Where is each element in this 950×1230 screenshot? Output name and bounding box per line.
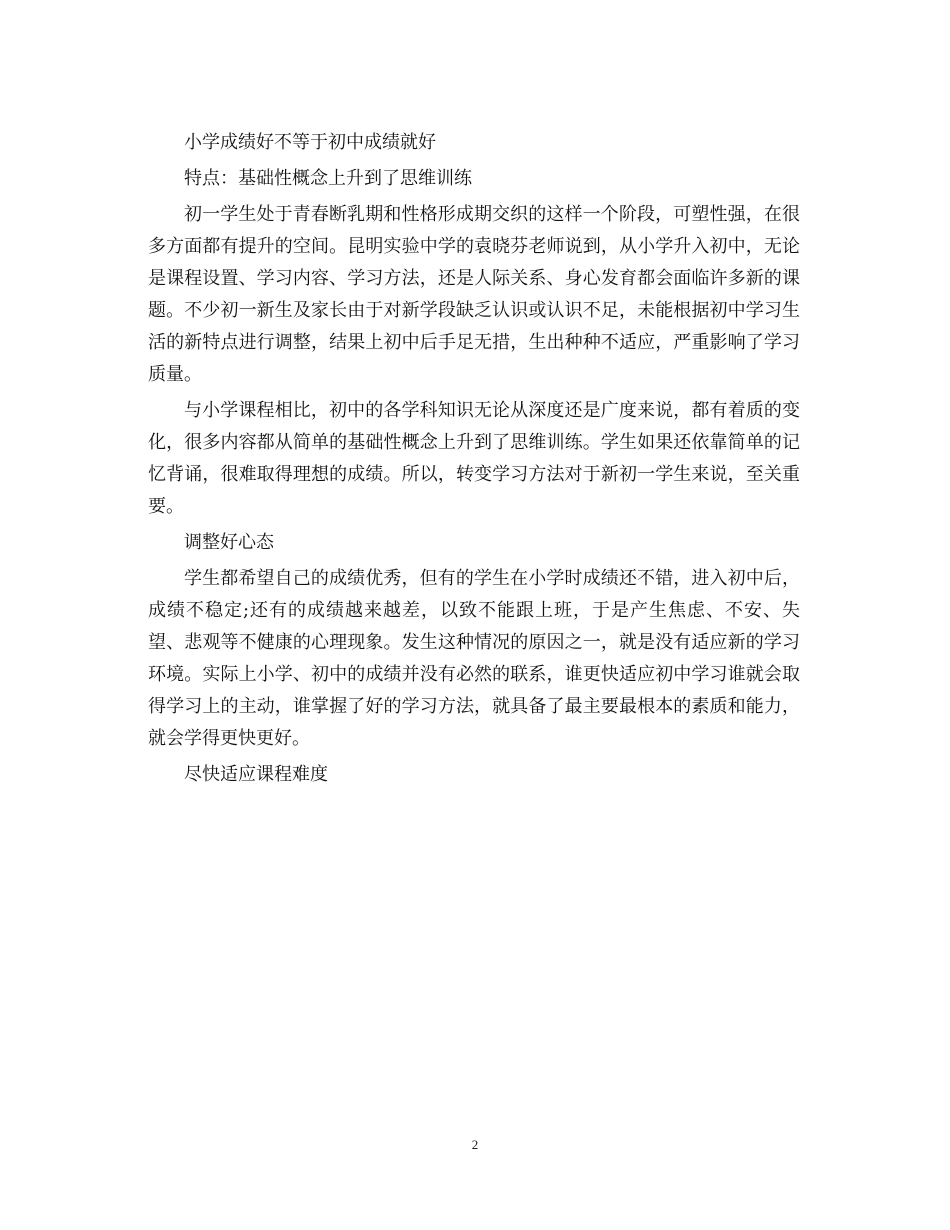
heading-primary-vs-junior: 小学成绩好不等于初中成绩就好 bbox=[184, 132, 436, 153]
heading-adjust-mindset: 调整好心态 bbox=[184, 532, 274, 553]
paragraph-mindset: 学生都希望自己的成绩优秀，但有的学生在小学时成绩还不错，进入初中后，成绩不稳定;还有的成绩越来越差，以致不能跟上班，于是产生焦虑、不安、失望、悲观等不健康的心理现象。发生这种情况的原因之一，就是没有适应新的学习环境。实际上小学、初中的成绩并没有必然的联系，谁更快适应初中学习谁就会取得学习上的主动，谁掌握了好的学习方法，就具备了最主要最根本的素质和能力，就会学得更快更好。 bbox=[148, 568, 800, 749]
paragraph-curriculum-comparison: 与小学课程相比，初中的各学科知识无论从深度还是广度来说，都有着质的变化，很多内容都从简单的基础性概念上升到了思维训练。学生如果还依靠简单的记忆背诵，很难取得理想的成绩。所以，转变学习方法对于新初一学生来说，至关重要。 bbox=[148, 400, 800, 517]
heading-adapt-difficulty: 尽快适应课程难度 bbox=[184, 764, 328, 785]
paragraph-adolescence: 初一学生处于青春断乳期和性格形成期交织的这样一个阶段，可塑性强，在很多方面都有提升的空间。昆明实验中学的袁晓芬老师说到，从小学升入初中，无论是课程设置、学习内容、学习方法，还是人际关系、身心发育都会面临许多新的课题。不少初一新生及家长由于对新学段缺乏认识或认识不足，未能根据初中学习生活的新特点进行调整，结果上初中后手足无措，生出种种不适应，严重影响了学习质量。 bbox=[148, 204, 800, 385]
page-number: 2 bbox=[471, 1137, 479, 1152]
subheading-feature: 特点：基础性概念上升到了思维训练 bbox=[184, 168, 472, 189]
document-body bbox=[148, 127, 800, 795]
